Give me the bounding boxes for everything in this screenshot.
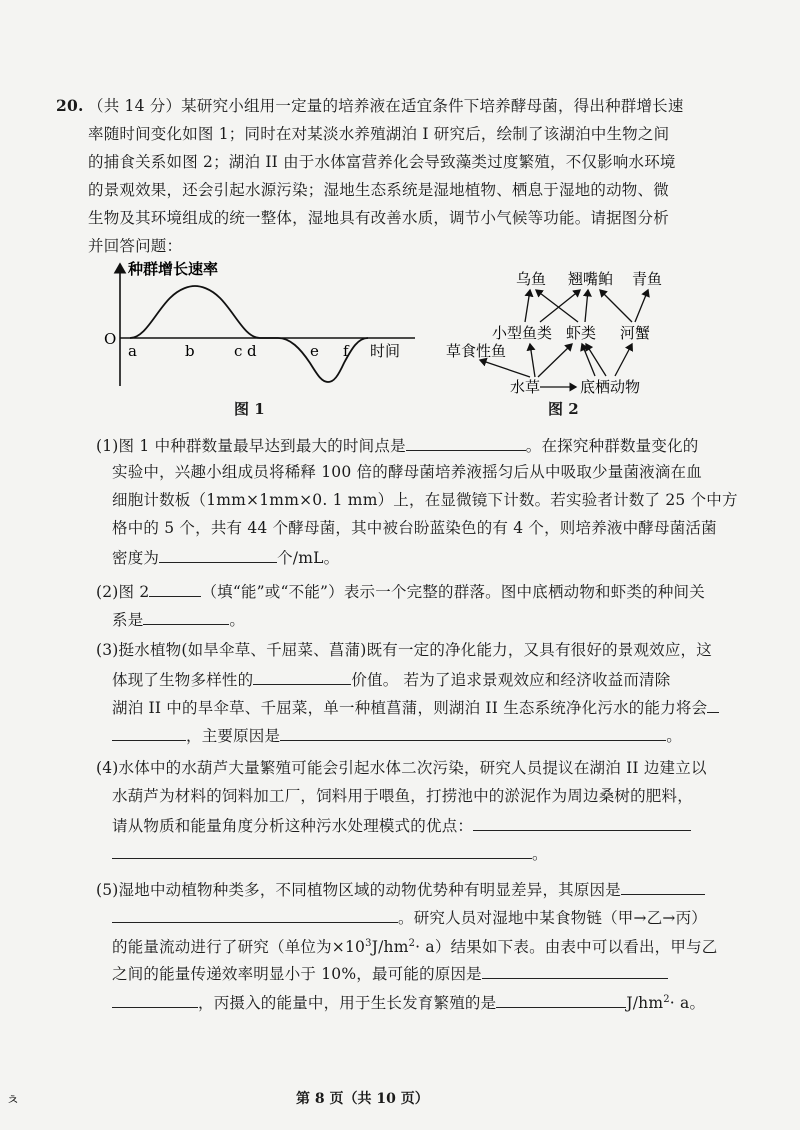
q5-blank-1[interactable]: [621, 878, 705, 895]
q5-line-3: [112, 934, 717, 957]
q3-text-2b: 价值。 若为了追求景观效应和经济收益而清除: [351, 671, 671, 689]
q5-line-2: [112, 906, 707, 928]
q1-text-5a: 密度为: [112, 549, 160, 567]
intro-line-4: 的景观效果，还会引起水源污染；湿地生态系统是湿地植物、栖息于湿地的动物、微: [88, 181, 669, 199]
intro-line-2: 率随时间变化如图 1；同时在对某淡水养殖湖泊 I 研究后，绘制了该湖泊中生物之间: [88, 125, 670, 143]
q1-line-2: 实验中，兴趣小组成员将稀释 100 倍的酵母菌培养液摇匀后从中吸取少量菌液滴在血: [112, 463, 702, 481]
q2-blank-2[interactable]: [143, 608, 229, 625]
q4-line-3: [112, 814, 691, 836]
q5-line-5: [112, 990, 705, 1013]
q2-line-1: [96, 580, 705, 602]
node-hexie: 河蟹: [620, 324, 651, 342]
point-e: e: [310, 342, 319, 360]
q2-blank-1[interactable]: [149, 580, 201, 597]
q4-line-2: 水葫芦为材料的饲料加工厂，饲料用于喂鱼，打捞池中的淤泥作为周边桑树的肥料，: [112, 787, 693, 805]
q3-blank-1[interactable]: [253, 668, 351, 685]
q5-text-3c: · a）结果如下表。由表中可以看出，甲与乙: [415, 938, 718, 957]
q3-line-3: [112, 696, 719, 718]
q2-text-1b: （填“能”或“不能”）表示一个完整的群落。图中底栖动物和虾类的种间关: [201, 583, 705, 601]
q3-text-3: 湖泊 II 中的旱伞草、千屈菜，单一种植菖蒲，则湖泊 II 生态系统净化污水的能力将会: [112, 699, 708, 717]
intro-line-3: 的捕食关系如图 2；湖泊 II 由于水体富营养化会导致藻类过度繁殖，不仅影响水环境: [88, 153, 676, 171]
q5-text-3a: 的能量流动进行了研究（单位为×10: [112, 938, 366, 957]
q3-line-2: [112, 668, 670, 690]
q5-text-5a: ，丙摄入的能量中，用于生长发育繁殖的是: [198, 994, 497, 1013]
node-qingyu: 青鱼: [632, 270, 663, 288]
q5-text-4: 之间的能量传递效率明显小于 10%，最可能的原因是: [112, 965, 482, 983]
q4-text-3: 请从物质和能量角度分析这种污水处理模式的优点：: [112, 817, 474, 835]
q1-line-5: [112, 546, 339, 568]
intro-line-1: （共 14 分）某研究小组用一定量的培养液在适宜条件下培养酵母菌，得出种群增长速: [88, 97, 684, 115]
q3-line-4: [112, 724, 682, 746]
point-b: b: [185, 342, 195, 360]
q5-line-1: [96, 878, 705, 900]
q5-text-3b: J/hm: [371, 938, 409, 957]
q1-line-1: [96, 434, 698, 456]
point-a: a: [128, 342, 137, 360]
q5-sup-3b: 2: [408, 938, 416, 949]
q1-text-5b: 个/mL。: [277, 549, 340, 567]
q5-sup-3: 3: [365, 938, 372, 949]
q4-line-4: [112, 842, 548, 864]
figure2-food-web: [440, 262, 700, 402]
growth-rate-curve: [130, 286, 368, 382]
q1-blank-1[interactable]: [406, 434, 526, 451]
intro-line-6: 并回答问题：: [88, 237, 183, 255]
margin-mark: ㅊ: [6, 1093, 20, 1109]
q2-text-1a: (2)图 2: [96, 583, 150, 601]
q2-line-2: [112, 608, 245, 630]
point-d: d: [247, 342, 257, 360]
q2-text-2a: 系是: [112, 611, 144, 629]
y-axis-label: 种群增长速率: [128, 260, 219, 278]
node-wuyu: 乌鱼: [516, 270, 547, 288]
q5-text-5b: J/hm: [626, 994, 664, 1013]
node-pi: 翘嘴鲌: [568, 270, 614, 288]
q3-text-4a: ，主要原因是: [186, 727, 281, 745]
x-axis-label: 时间: [370, 342, 401, 360]
q4-blank-1[interactable]: [473, 814, 691, 831]
node-caoshi: 草食性鱼: [446, 342, 507, 360]
q5-line-4: [112, 962, 668, 984]
q3-blank-3[interactable]: [280, 724, 666, 741]
point-c: c: [234, 342, 243, 360]
q1-line-3: 细胞计数板（1mm×1mm×0. 1 mm）上，在显微镜下计数。若实验者计数了 25 个中方: [112, 491, 738, 509]
q5-text-2b: 。研究人员对湿地中某食物链（甲→乙→丙）: [398, 909, 707, 927]
q3-line-1: (3)挺水植物(如旱伞草、千屈菜、菖蒲)既有一定的净化能力，又具有很好的景观效应，这: [96, 641, 712, 659]
node-xialei: 虾类: [566, 324, 597, 342]
q1-blank-2[interactable]: [159, 546, 277, 563]
q5-blank-1-cont[interactable]: [112, 906, 398, 923]
q5-text-5c: · a。: [669, 994, 706, 1013]
q4-line-1: (4)水体中的水葫芦大量繁殖可能会引起水体二次污染，研究人员提议在湖泊 II 边建立以: [96, 759, 707, 777]
figure1-growth-rate-chart: [100, 258, 430, 398]
q3-blank-2-cont[interactable]: [112, 724, 186, 741]
point-f: f: [343, 342, 349, 360]
q3-text-2a: 体现了生物多样性的: [112, 671, 254, 689]
node-shuicao: 水草: [510, 378, 541, 396]
figure1-caption: 图 1: [234, 400, 265, 418]
figure2-caption: 图 2: [548, 400, 579, 418]
node-xiaoxing: 小型鱼类: [492, 324, 553, 342]
origin-label: O: [104, 330, 117, 348]
intro-line-5: 生物及其环境组成的统一整体，湿地具有改善水质，调节小气候等功能。请据图分析: [88, 209, 669, 227]
node-diqi: 底栖动物: [580, 378, 641, 396]
q5-blank-3[interactable]: [496, 991, 626, 1008]
q4-blank-1-cont[interactable]: [112, 842, 532, 859]
q1-text-1b: 。在探究种群数量变化的: [525, 437, 699, 455]
q1-line-4: 格中的 5 个，共有 44 个酵母菌，其中被台盼蓝染色的有 4 个，则培养液中酵母菌活菌: [112, 519, 717, 537]
question-number: 20.: [56, 96, 84, 115]
q3-blank-2[interactable]: [707, 696, 719, 713]
page-number: 第 8 页（共 10 页）: [296, 1091, 429, 1107]
q4-text-4b: 。: [532, 845, 548, 863]
q3-text-4b: 。: [666, 727, 682, 745]
q5-sup-5: 2: [663, 994, 670, 1005]
q5-blank-2-cont[interactable]: [112, 991, 198, 1008]
q5-blank-2[interactable]: [482, 962, 668, 979]
q5-text-1: (5)湿地中动植物种类多，不同植物区域的动物优势种有明显差异，其原因是: [96, 881, 621, 899]
q1-text-1a: (1)图 1 中种群数量最早达到最大的时间点是: [96, 437, 406, 455]
q2-text-2b: 。: [229, 611, 246, 629]
